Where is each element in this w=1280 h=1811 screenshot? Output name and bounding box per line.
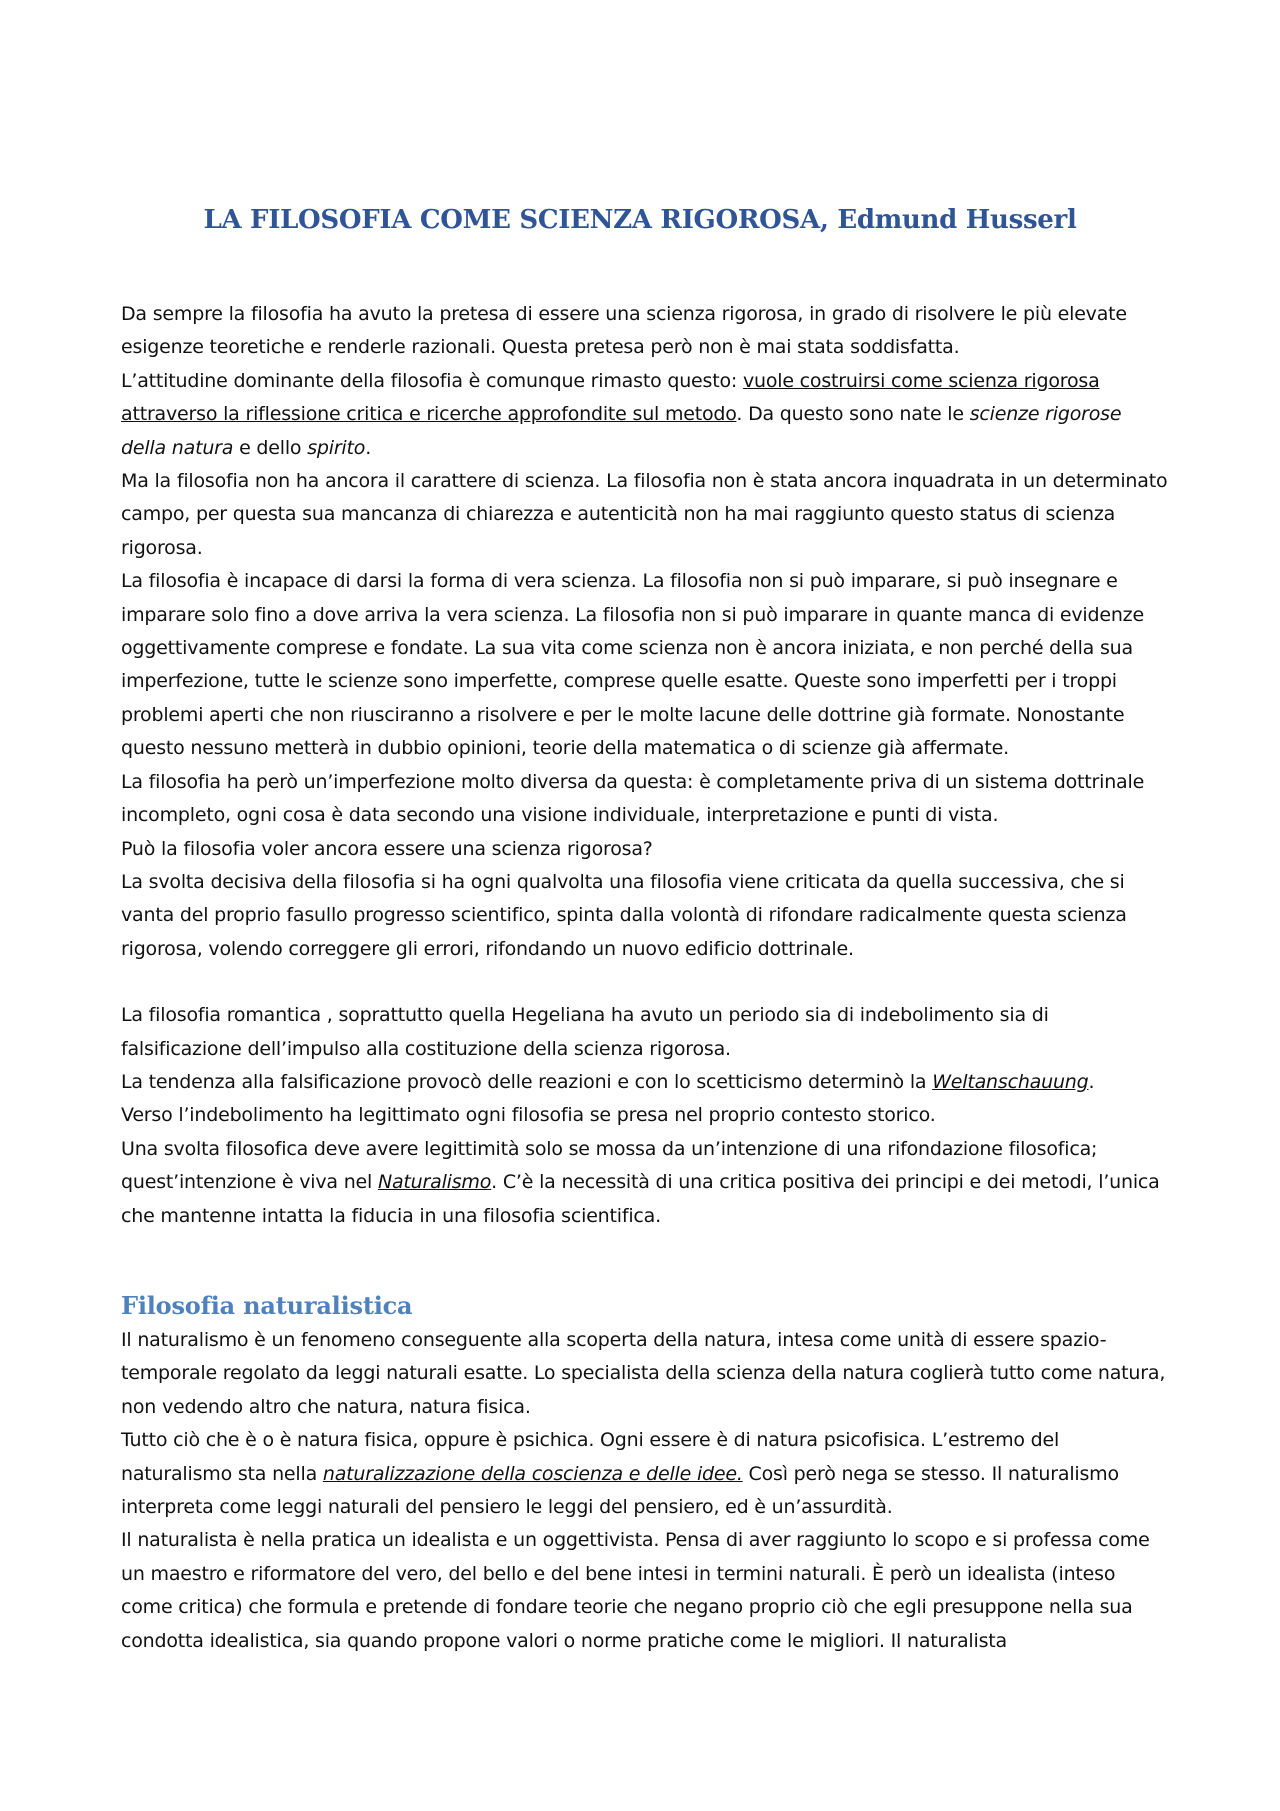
paragraph: Può la filosofia voler ancora essere una scienza rigorosa? [121, 837, 653, 860]
text-run: . [1088, 1070, 1095, 1093]
underlined-italic-term: naturalizzazione della coscienza e delle idee. [322, 1462, 743, 1485]
text-run: . C’è la necessità di una critica positiva dei principi e dei metodi, l’unica che mantenne intatta la fiducia in una filosofia scientifica. [121, 1171, 1160, 1227]
document-title: LA FILOSOFIA COME SCIENZA RIGOROSA, Edmund Husserl [203, 205, 1077, 235]
section-heading: Filosofia naturalistica [121, 1290, 413, 1320]
text-run: Una svolta filosofica deve avere legittimità solo se mossa da un’intenzione di una rifondazione filosofica; quest’intenzione è viva nel [121, 1137, 1098, 1194]
underlined-text: vuole costruirsi come scienza rigorosa attraverso la riflessione critica e ricerche approfondite sul metodo [121, 369, 1100, 426]
text-run: L’attitudine dominante della filosofia è comunque rimasto questo: [121, 369, 743, 392]
underlined-italic-term: Naturalismo [377, 1171, 492, 1194]
paragraph: Verso l’indebolimento ha legittimato ogni filosofia se presa nel proprio contesto storico. [121, 1104, 936, 1127]
text-run: . [365, 436, 372, 459]
paragraph-spacer [121, 966, 1171, 999]
text-run: Così però nega se stesso. Il naturalismo interpreta come leggi naturali del pensiero le leggi del pensiero, ed è un’assurdità. [121, 1462, 1119, 1518]
text-run: . Da questo sono nate le [736, 403, 970, 426]
text-run: Tutto ciò che è o è natura fisica, oppure è psichica. Ogni essere è di natura psicofisica. L’estremo del naturalismo sta nella [121, 1429, 1060, 1485]
paragraph [121, 365, 1171, 465]
paragraph: La filosofia è incapace di darsi la forma di vera scienza. La filosofia non si può imparare, si può insegnare e imparare solo fino a dove arriva la vera scienza. La filosofia non si può imparare in quante manca di evidenze oggettivamente comprese e fondate. La sua vita come scienza non è ancora iniziata, e non perché della sua imperfezione, tutte le scienze sono imperfette, comprese quelle esatte. Queste sono imperfetti per i troppi problemi aperti che non riusciranno a risolvere e per le molte lacune delle dottrine già formate. Nonostante questo nessuno metterà in dubbio opinioni, teorie della matematica o di scienze già affermate. [121, 570, 1144, 760]
paragraph: La svolta decisiva della filosofia si ha ogni qualvolta una filosofia viene criticata da quella successiva, che si vanta del proprio fasullo progresso scientifico, spinta dalla volontà di rifondare radicalmente questa scienza rigorosa, volendo correggere gli errori, rifondando un nuovo edificio dottrinale. [121, 870, 1127, 960]
paragraph [121, 1133, 1171, 1233]
underlined-italic-term: Weltanschauung [932, 1070, 1089, 1093]
paragraph: Il naturalista è nella pratica un idealista e un oggettivista. Pensa di aver raggiunto lo scopo e si professa come un maestro e riformatore del vero, del bello e del bene intesi in termini naturali. È però un idealista (inteso come critica) che formula e pretende di fondare teorie che negano proprio ciò che egli presuppone nella sua condotta idealistica, sia quando propone valori o norme pratiche come le migliori. Il naturalista [121, 1529, 1150, 1652]
italic-text: scienze rigorose della natura [121, 403, 1122, 459]
paragraph [121, 1066, 1171, 1099]
italic-text: spirito [307, 436, 366, 459]
document-body [121, 298, 1171, 1658]
paragraph: La filosofia romantica , soprattutto quella Hegeliana ha avuto un periodo sia di indebolimento sia di falsificazione dell’impulso alla costituzione della scienza rigorosa. [121, 1004, 1049, 1060]
paragraph: Il naturalismo è un fenomeno conseguente alla scoperta della natura, intesa come unità di essere spazio-temporale regolato da leggi naturali esatte. Lo specialista della scienza della natura coglierà tutto come natura, non vedendo altro che natura, natura fisica. [121, 1328, 1166, 1418]
paragraph: La filosofia ha però un’imperfezione molto diversa da questa: è completamente priva di un sistema dottrinale incompleto, ogni cosa è data secondo una visione individuale, interpretazione e punti di vista. [121, 770, 1145, 827]
paragraph: Ma la filosofia non ha ancora il carattere di scienza. La filosofia non è stata ancora inquadrata in un determinato campo, per questa sua mancanza di chiarezza e autenticità non ha mai raggiunto questo status di scienza rigorosa. [121, 470, 1168, 559]
text-run: e dello [233, 436, 308, 459]
text-run: La tendenza alla falsificazione provocò delle reazioni e con lo scetticismo determinò la [121, 1070, 933, 1093]
paragraph: Da sempre la filosofia ha avuto la pretesa di essere una scienza rigorosa, in grado di risolvere le più elevate esigenze teoretiche e renderle razionali. Questa pretesa però non è mai stata soddisfatta. [121, 303, 1127, 359]
paragraph [121, 1424, 1171, 1524]
